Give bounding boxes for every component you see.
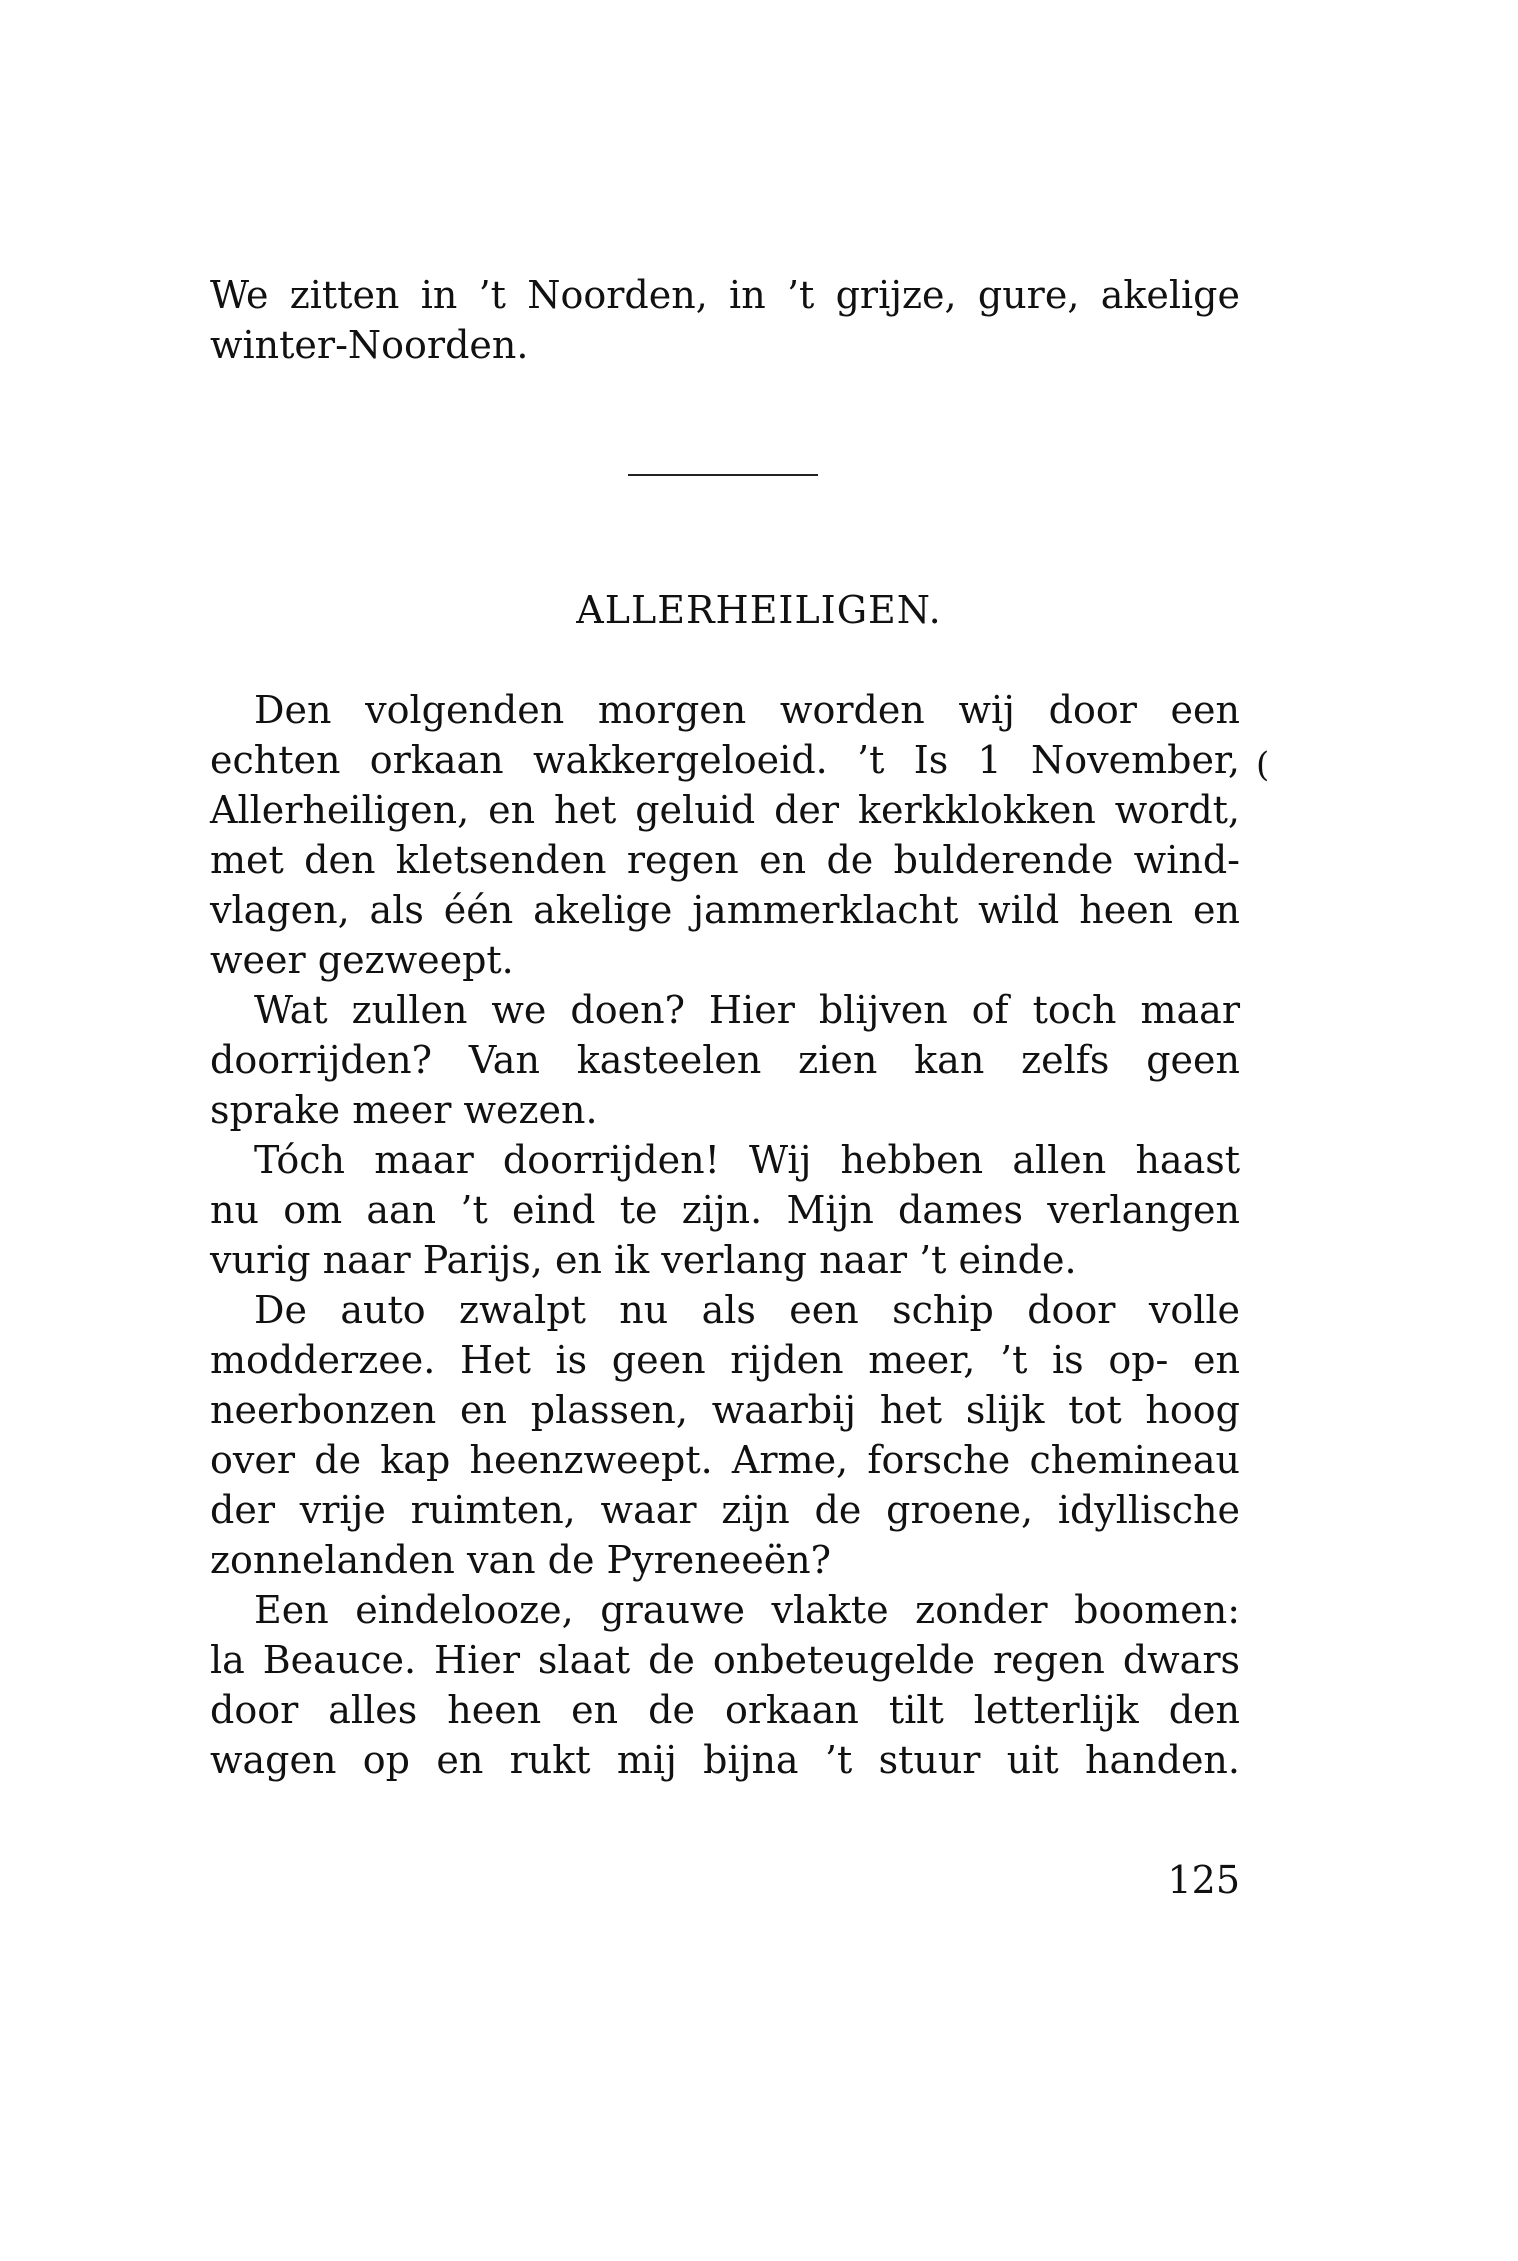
text-line: De auto zwalpt nu als een schip door volle	[254, 1288, 1240, 1332]
text-line: vlagen, als één akelige jammerklacht wild heen en	[210, 888, 1240, 932]
intro-paragraph	[210, 270, 1240, 370]
chapter-body	[210, 685, 1240, 1785]
text-line: door alles heen en de orkaan tilt letterlijk den	[210, 1688, 1240, 1732]
text-line: echten orkaan wakkergeloeid. ’t Is 1 November,	[210, 738, 1240, 782]
text-line: Een eindelooze, grauwe vlakte zonder boomen:	[254, 1588, 1240, 1632]
text-line: weer gezweept.	[210, 938, 514, 982]
text-line: We zitten in ’t Noorden, in ’t grijze, gure, akelige	[210, 273, 1240, 317]
text-line: Den volgenden morgen worden wij door een	[254, 688, 1240, 732]
text-line: zonnelanden van de Pyreneeën?	[210, 1538, 832, 1582]
page-number: 125	[1167, 1858, 1240, 1902]
text-line: neerbonzen en plassen, waarbij het slijk tot hoog	[210, 1388, 1240, 1432]
text-line: met den kletsenden regen en de bulderende wind-	[210, 838, 1240, 882]
text-line: Tóch maar doorrijden! Wij hebben allen haast	[254, 1138, 1240, 1182]
text-line: Wat zullen we doen? Hier blijven of toch maar	[254, 988, 1240, 1032]
text-line: modderzee. Het is geen rijden meer, ’t is op- en	[210, 1338, 1240, 1382]
text-line: Allerheiligen, en het geluid der kerkklokken wordt,	[210, 788, 1240, 832]
text-line: nu om aan ’t eind te zijn. Mijn dames verlangen	[210, 1188, 1240, 1232]
margin-mark: (	[1256, 745, 1270, 785]
chapter-heading: ALLERHEILIGEN.	[576, 588, 942, 632]
text-line: doorrijden? Van kasteelen zien kan zelfs geen	[210, 1038, 1240, 1082]
section-divider	[628, 474, 818, 476]
text-line: wagen op en rukt mij bijna ’t stuur uit handen.	[210, 1738, 1240, 1782]
text-line: sprake meer wezen.	[210, 1088, 598, 1132]
text-line: der vrije ruimten, waar zijn de groene, idyllische	[210, 1488, 1240, 1532]
text-line: vurig naar Parijs, en ik verlang naar ’t einde.	[210, 1238, 1077, 1282]
text-line: la Beauce. Hier slaat de onbeteugelde regen dwars	[210, 1638, 1240, 1682]
text-line: over de kap heenzweept. Arme, forsche chemineau	[210, 1438, 1240, 1482]
text-line: winter-Noorden.	[210, 323, 529, 367]
